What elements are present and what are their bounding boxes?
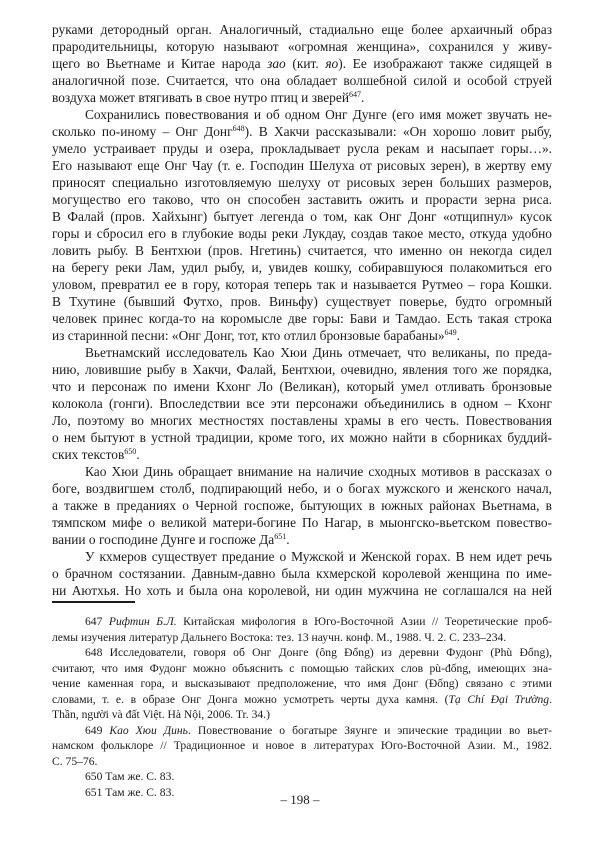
text-line xyxy=(52,140,552,157)
italic-text: Као Хюи Динь xyxy=(109,723,188,737)
footnote xyxy=(52,614,552,645)
text-line xyxy=(52,548,552,565)
text-segment: 649 xyxy=(85,723,110,737)
text-line xyxy=(52,582,552,599)
text-line xyxy=(52,723,552,739)
text-line xyxy=(52,327,552,344)
text-line xyxy=(52,276,552,293)
text-segment: У кхмеров существует предание о Мужской и Женской горах. В нем идет речь xyxy=(85,549,552,564)
text-line xyxy=(52,565,552,582)
text-segment: 647 xyxy=(85,615,109,628)
text-segment: С. 75–76. xyxy=(52,754,98,768)
text-segment: Као Хюи Динь обращает внимание на наличие сходных мотивов в рассказах о xyxy=(85,464,552,479)
text-line xyxy=(52,225,552,242)
text-segment: (кит. xyxy=(285,56,326,71)
text-segment: ловить рыбу. В Бентхюи (пров. Нгетинь) считается, что именно он некогда сидел xyxy=(52,243,552,258)
text-line xyxy=(52,614,552,630)
paragraph xyxy=(52,548,552,599)
text-line xyxy=(52,497,552,514)
text-segment: аналогичной позе. Считается, что она обладает волшебной силой и особой струей xyxy=(52,73,552,88)
page-number: – 198 – xyxy=(280,792,320,807)
text-segment: что и персонаж по имени Кхонг Ло (Великан), который умел отливать бронзовые xyxy=(52,379,552,394)
text-line xyxy=(52,514,552,531)
text-line xyxy=(52,208,552,225)
italic-text: яо xyxy=(325,56,339,71)
text-line xyxy=(52,480,552,497)
text-segment: человек принес когда-то на коромысле две горы: Бави и Тамдао. Есть такая строка xyxy=(52,311,552,326)
text-segment: а также в преданиях о Черной госпоже, бытующих в южных районах Вьетнама, в xyxy=(52,498,552,513)
footnote-reference: 648 xyxy=(232,124,245,134)
text-segment: горы и сбросил его в глубокие воды реки Лукдау, создав такое место, откуда удобно xyxy=(52,226,552,241)
text-line xyxy=(52,38,552,55)
text-segment: уловом, превратил ее в гору, которая теперь так и называется Рутмео – гора Кошки. xyxy=(52,277,552,292)
text-line xyxy=(52,531,552,548)
text-segment: словами, т. е. в образе Онг Донга можно усмотреть черты духа камня. ( xyxy=(52,692,449,706)
text-segment: считают, что имя Фудонг можно объяснить с помощью тайских слов pù-đống, имеющих зна- xyxy=(52,661,552,675)
text-segment: В Фалай (пров. Хайхынг) бытует легенда о том, как Онг Донг «отщипнул» кусок xyxy=(52,209,552,224)
paragraph xyxy=(52,106,552,344)
text-segment: . xyxy=(286,532,290,547)
text-segment: о брачном состязании. Давным-давно была кхмерской королевой женщина по име- xyxy=(52,566,552,581)
text-segment: сколько по-иному – Онг Донг xyxy=(52,124,233,139)
text-line xyxy=(52,769,552,785)
main-text xyxy=(52,21,552,599)
text-segment: Сохранились повествования и об одном Онг Дунге (его имя может звучать не- xyxy=(85,107,552,122)
text-segment: Ло, поэтому во многих местностях поставлены храмы в его честь. Повествования xyxy=(52,413,552,428)
footnote xyxy=(52,645,552,723)
italic-text: зао xyxy=(267,56,286,71)
text-segment: Китайская мифология в Юго-Восточной Азии // Теоретические проб- xyxy=(176,615,552,628)
text-line xyxy=(52,645,552,661)
text-segment: умело устраивает пруды и озера, прокладывает русла рекам и насыпает горы…». xyxy=(52,141,552,156)
text-segment: нию, ловившие рыбу в Хакчи, Фалай, Бентхюи, очевидно, явления того же порядка, xyxy=(52,362,552,377)
text-segment: приносят специально изготовляемую шелуху от рисовых зерен больших размеров, xyxy=(52,175,552,190)
text-segment: ). Ее изображают также сидящей в xyxy=(338,56,552,71)
text-segment: Его называют еще Онг Чау (т. е. Господин Шелуха от рисовых зерен), в жертву ему xyxy=(52,158,552,173)
text-line xyxy=(52,21,552,38)
text-segment: прародительницы, которую называют «огромная женщина», сохранился у живу- xyxy=(52,39,552,54)
text-segment: вании о господине Дунге и госпоже Да xyxy=(52,532,275,547)
text-segment: руками детородный орган. Аналогичный, стадиально еще более архаичный образ xyxy=(52,22,552,37)
text-segment: 650 Там же. С. 83. xyxy=(85,770,175,783)
text-segment: . xyxy=(361,90,365,105)
text-segment: Вьетнамский исследователь Као Хюи Динь отмечает, что великаны, по преда- xyxy=(85,345,552,360)
footnote xyxy=(52,769,552,785)
text-line xyxy=(52,344,552,361)
footnotes xyxy=(52,614,552,800)
text-line xyxy=(52,242,552,259)
footnote-reference: 647 xyxy=(348,90,362,100)
paragraph xyxy=(52,463,552,548)
text-segment: В Тхутине (бывший Футхо, пров. Виньфу) существует поверье, будто огромный xyxy=(52,294,552,309)
text-line xyxy=(52,463,552,480)
text-segment: ских текстов xyxy=(52,447,125,462)
text-segment: намском фольклоре // Традиционное и новое в литературах Юго-Восточной Азии. М., 1982. xyxy=(52,739,552,752)
text-line xyxy=(52,89,552,106)
text-segment: щего во Вьетнаме и Китае народа xyxy=(52,56,268,71)
text-segment: боге, воздвигшем столб, подпирающий небо, и о богах мужского и женского начал, xyxy=(52,481,552,496)
text-segment: лемы изучения литератур Дальнего Востока: тез. 13 научн. конф. М., 1988. Ч. 2. С. 233–234. xyxy=(52,630,507,644)
text-line xyxy=(52,106,552,123)
footnote-reference: 650 xyxy=(124,447,137,457)
text-line xyxy=(52,310,552,327)
paragraph xyxy=(52,21,552,106)
text-line xyxy=(52,55,552,72)
text-segment: . xyxy=(136,447,140,462)
text-line xyxy=(52,395,552,412)
text-line xyxy=(52,293,552,310)
text-line xyxy=(52,738,552,754)
footnote-divider xyxy=(52,601,135,603)
text-line xyxy=(52,72,552,89)
text-segment: ни Аютхья. Но хоть и была она королевой, ни один мужчина не соглашался на ней xyxy=(52,583,552,598)
text-segment: о нем бытуют в устной традиции, кроме того, их можно найти в сборниках буддий- xyxy=(52,430,552,445)
text-segment: тямпском мифе о великой матери-богине По Нагар, в мыонгско-вьетском повество- xyxy=(52,515,552,530)
text-segment: чение каменная гора, и высказывают предположение, что имя Донг (Đống) связано с этими xyxy=(52,677,552,690)
text-line xyxy=(52,123,552,140)
italic-text: Рифтин Б.Л. xyxy=(108,615,177,628)
text-segment: . Повествование о богатыре Зяунге и эпические традиции во вьет- xyxy=(187,723,552,737)
paragraph xyxy=(52,344,552,463)
text-line xyxy=(52,412,552,429)
text-line xyxy=(52,429,552,446)
text-segment: колокола (гонги). Впоследствии все эти персонажи объединились в одном – Кхонг xyxy=(52,396,552,411)
text-line xyxy=(52,259,552,276)
text-line xyxy=(52,754,552,770)
text-segment: ). В Хакчи рассказывали: «Он хорошо ловит рыбу, xyxy=(244,124,552,139)
text-line xyxy=(52,692,552,708)
text-line xyxy=(52,361,552,378)
text-segment: 648 Исследователи, говоря об Онг Донге (ông Đổng) из деревни Фудонг (Phù Đổng), xyxy=(85,646,552,659)
text-line xyxy=(52,707,552,723)
footnote xyxy=(52,723,552,770)
text-segment: могущество его таково, что он способен заставить ожить и прорасти зерна риса. xyxy=(52,192,552,207)
text-line xyxy=(52,191,552,208)
text-line xyxy=(52,630,552,646)
footnote-reference: 651 xyxy=(274,532,287,542)
text-segment: Thần, người và đất Việt. Hà Nội, 2006. Tr. 34.) xyxy=(52,708,270,721)
text-line xyxy=(52,676,552,692)
text-line xyxy=(52,446,552,463)
text-segment: воздуха может втягивать в свое нутро птиц и зверей xyxy=(52,90,349,105)
text-segment: на берегу реки Лам, удил рыбу, и, увидев кошку, собиравшуюся полакомиться его xyxy=(52,260,552,275)
footnote-reference: 649 xyxy=(444,328,457,338)
text-line xyxy=(52,157,552,174)
text-segment: из старинной песни: «Онг Донг, тот, кто отлил бронзовые барабаны» xyxy=(52,328,445,343)
text-segment: 651 Там же. С. 83. xyxy=(85,785,175,799)
text-line xyxy=(52,174,552,191)
text-line xyxy=(52,378,552,395)
text-segment: . xyxy=(549,692,552,706)
italic-text: Tạ Chí Đại Trường xyxy=(448,692,550,706)
text-line xyxy=(52,661,552,677)
text-segment: . xyxy=(456,328,460,343)
